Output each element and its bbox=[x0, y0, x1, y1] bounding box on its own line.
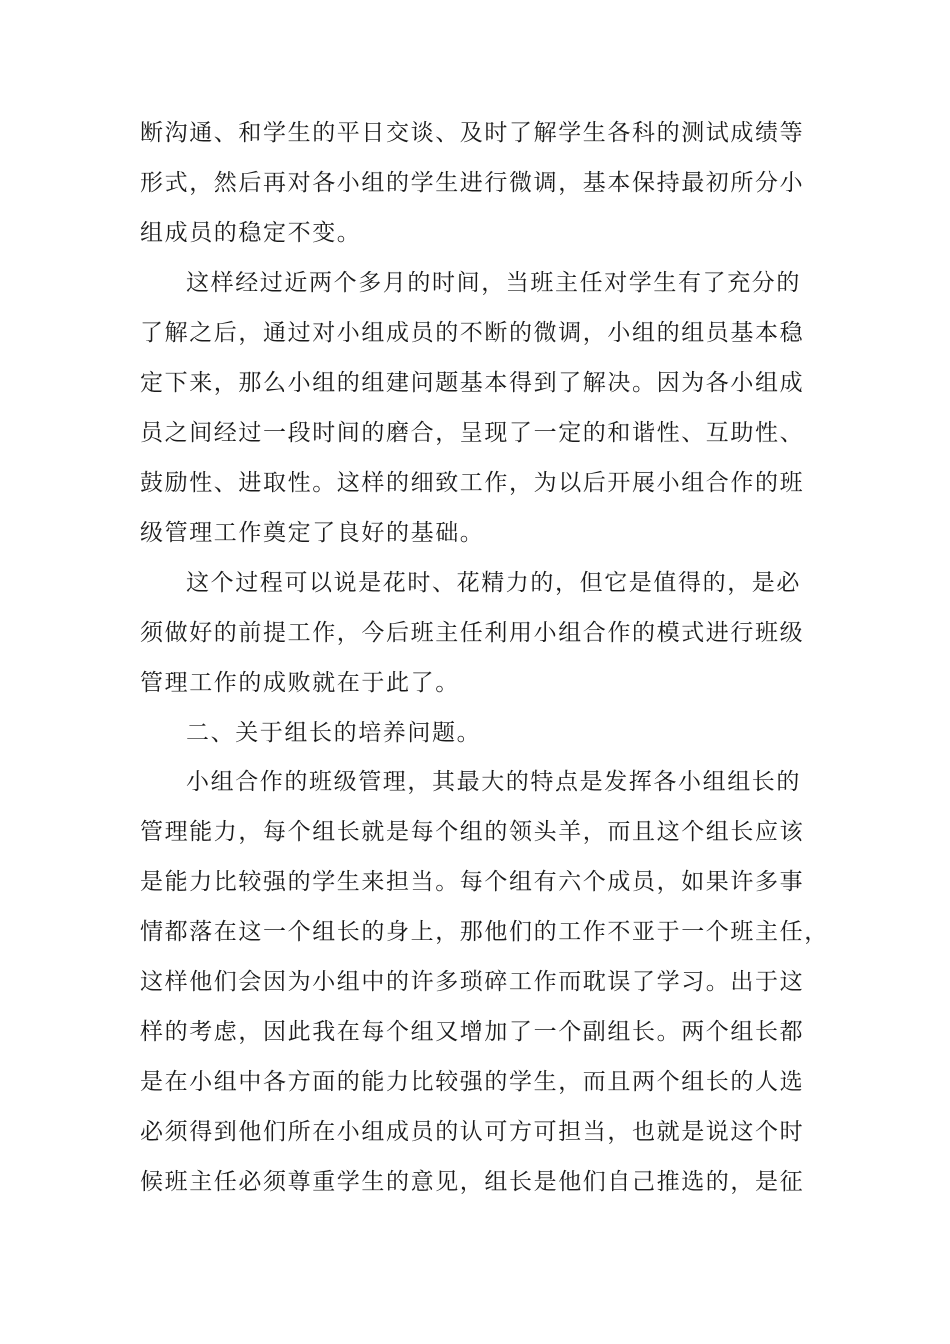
text-line: 断沟通、和学生的平日交谈、及时了解学生各科的测试成绩等 bbox=[140, 120, 805, 146]
section-heading: 二、关于组长的培养问题。 bbox=[186, 720, 482, 746]
text-line: 管理工作的成败就在于此了。 bbox=[140, 670, 460, 696]
paragraph-first-line: 这样经过近两个多月的时间，当班主任对学生有了充分的 bbox=[186, 270, 801, 296]
text-line: 管理能力，每个组长就是每个组的领头羊，而且这个组长应该 bbox=[140, 819, 805, 845]
text-line: 必须得到他们所在小组成员的认可方可担当，也就是说这个时 bbox=[140, 1119, 805, 1145]
text-line: 形式，然后再对各小组的学生进行微调，基本保持最初所分小 bbox=[140, 170, 805, 196]
text-line: 是能力比较强的学生来担当。每个组有六个成员，如果许多事 bbox=[140, 869, 805, 895]
text-line: 样的考虑，因此我在每个组又增加了一个副组长。两个组长都 bbox=[140, 1019, 805, 1045]
text-line: 情都落在这一个组长的身上，那他们的工作不亚于一个班主任， bbox=[140, 919, 829, 945]
text-line: 是在小组中各方面的能力比较强的学生，而且两个组长的人选 bbox=[140, 1069, 805, 1095]
text-line: 组成员的稳定不变。 bbox=[140, 220, 362, 246]
text-line: 候班主任必须尊重学生的意见，组长是他们自己推选的，是征 bbox=[140, 1169, 805, 1195]
text-line: 定下来，那么小组的组建问题基本得到了解决。因为各小组成 bbox=[140, 370, 805, 396]
paragraph-first-line: 这个过程可以说是花时、花精力的，但它是值得的，是必 bbox=[186, 570, 801, 596]
text-line: 须做好的前提工作，今后班主任利用小组合作的模式进行班级 bbox=[140, 620, 805, 646]
text-line: 级管理工作奠定了良好的基础。 bbox=[140, 520, 485, 546]
text-line: 这样他们会因为小组中的许多琐碎工作而耽误了学习。出于这 bbox=[140, 969, 805, 995]
text-line: 鼓励性、进取性。这样的细致工作，为以后开展小组合作的班 bbox=[140, 470, 805, 496]
text-line: 了解之后，通过对小组成员的不断的微调，小组的组员基本稳 bbox=[140, 320, 805, 346]
text-line: 员之间经过一段时间的磨合，呈现了一定的和谐性、互助性、 bbox=[140, 420, 805, 446]
paragraph-first-line: 小组合作的班级管理，其最大的特点是发挥各小组组长的 bbox=[186, 769, 801, 795]
